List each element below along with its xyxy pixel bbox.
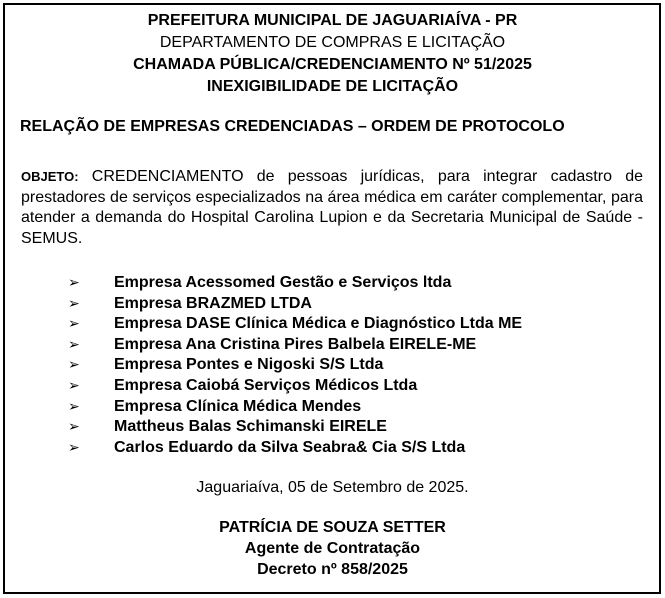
company-name: Empresa Ana Cristina Pires Balbela EIRELE-ME — [114, 335, 477, 353]
header-call: CHAMADA PÚBLICA/CREDENCIAMENTO Nº 51/2025 — [133, 56, 532, 73]
company-list — [68, 272, 522, 457]
signatory-name: PATRÍCIA DE SOUZA SETTER — [219, 519, 446, 536]
company-name: Carlos Eduardo da Silva Seabra& Cia S/S Ltda — [114, 438, 466, 456]
section-title: RELAÇÃO DE EMPRESAS CREDENCIADAS – ORDEM DE PROTOCOLO — [20, 118, 565, 135]
arrowhead-bullet-icon: ➢ — [68, 315, 80, 332]
arrowhead-bullet-icon: ➢ — [68, 418, 80, 435]
arrowhead-bullet-icon: ➢ — [68, 294, 80, 311]
list-item — [68, 416, 522, 437]
company-name: Empresa Pontes e Nigoski S/S Ltda — [114, 356, 384, 374]
date-line: Jaguariaíva, 05 de Setembro de 2025. — [196, 479, 469, 496]
company-name: Empresa Clínica Médica Mendes — [114, 397, 362, 415]
arrowhead-bullet-icon: ➢ — [68, 356, 80, 373]
arrowhead-bullet-icon: ➢ — [68, 397, 80, 414]
objeto-paragraph — [21, 167, 643, 249]
company-name: Empresa DASE Clínica Médica e Diagnóstico Ltda ME — [114, 315, 523, 333]
header-department: DEPARTAMENTO DE COMPRAS E LICITAÇÃO — [159, 34, 506, 51]
signatory-decree: Decreto nº 858/2025 — [257, 561, 408, 578]
list-item — [68, 313, 522, 334]
list-item — [68, 354, 522, 375]
arrowhead-bullet-icon: ➢ — [68, 376, 80, 393]
header-municipality: PREFEITURA MUNICIPAL DE JAGUARIAÍVA - PR — [147, 12, 518, 29]
list-item — [68, 375, 522, 396]
list-item — [68, 334, 522, 355]
company-name: Mattheus Balas Schimanski EIRELE — [114, 418, 387, 436]
company-name: Empresa BRAZMED LTDA — [114, 294, 312, 312]
list-item — [68, 293, 522, 314]
list-item — [68, 437, 522, 458]
company-name: Empresa Acessomed Gestão e Serviços ltda — [114, 274, 452, 291]
objeto-text: CREDENCIAMENTO de pessoas jurídicas, para integrar cadastro de prestadores de serviços especializados na área médica em caráter complementar, para atender a demanda do Hospital Carolina Lupion e da Secretaria Municipal de Saúde - SEMUS. — [21, 168, 643, 247]
list-item — [68, 272, 522, 293]
arrowhead-bullet-icon: ➢ — [68, 438, 80, 455]
arrowhead-bullet-icon: ➢ — [68, 335, 80, 352]
company-name: Empresa Caiobá Serviços Médicos Ltda — [114, 376, 418, 394]
header-inexigibility: INEXIGIBILIDADE DE LICITAÇÃO — [206, 78, 459, 95]
signatory-role: Agente de Contratação — [244, 540, 421, 557]
arrowhead-bullet-icon: ➢ — [68, 274, 80, 290]
list-item — [68, 396, 522, 417]
objeto-label: OBJETO: — [21, 169, 79, 184]
